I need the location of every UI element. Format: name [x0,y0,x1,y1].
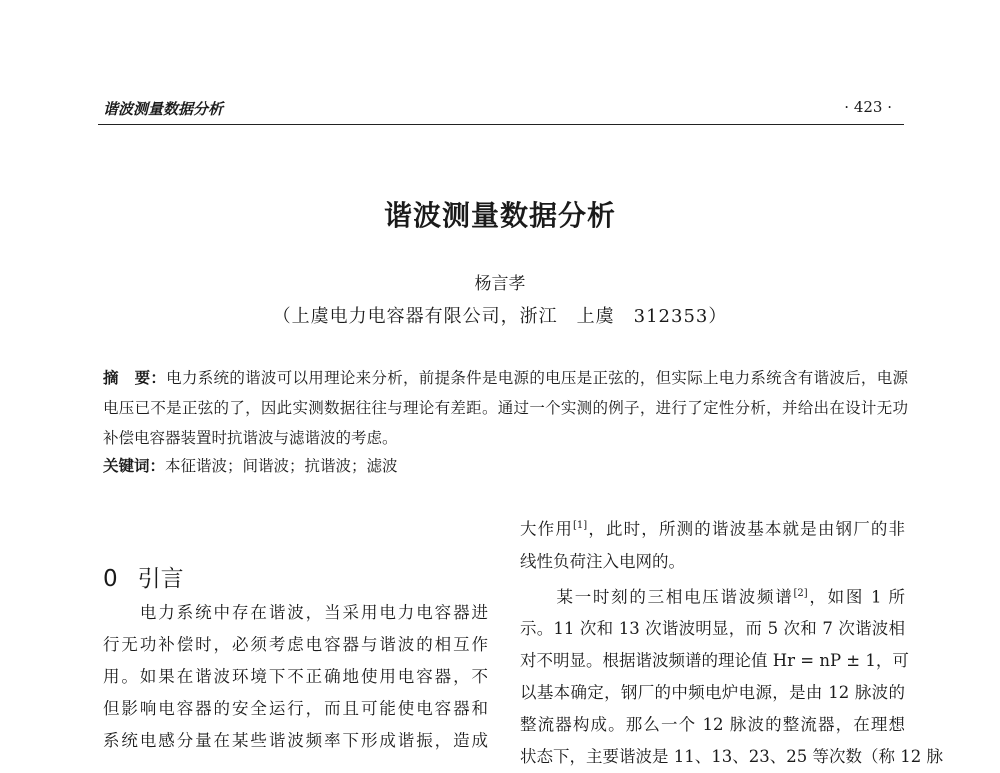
citation-ref: [2] [793,587,808,599]
body-line: 线性负荷注入电网的。 [520,551,685,571]
body-line: 行无功补偿时，必须考虑电容器与谐波的相互作 [103,635,488,654]
body-line: 对不明显。根据谐波频谱的理论值 Hr = nP ± 1，可 [520,651,909,670]
left-column [103,597,488,757]
text-fragment: 某一时刻的三相电压谐波频谱 [520,587,794,606]
keywords-label: 关键词： [103,457,166,475]
text-fragment: 大作用 [520,519,573,539]
article-title: 谐波测量数据分析 [383,199,616,232]
section-title: 引言 [137,566,184,592]
citation-ref: [1] [572,520,588,531]
text-fragment: ，此时，所测的谐波基本就是由钢厂的非 [587,519,906,539]
body-line [520,510,905,546]
abstract-line: 析，并给出在设计无功补偿电容器装置时抗谐波与滤谐波的考虑。 [103,399,908,447]
author-affiliation: （上虞电力电容器有限公司，浙江 上虞 312353） [272,306,728,327]
keywords-text: 本征谐波；间谐波；抗谐波；滤波 [165,457,398,475]
body-line: 整流器构成。那么一个 12 脉波的整流器，在理想 [520,715,905,734]
body-line [520,578,905,614]
keywords [103,454,398,476]
body-line: 但影响电容器的安全运行，而且可能使电容器和 [103,699,488,718]
abstract-line: 电力系统的谐波可以用理论来分析，前提条件是电源的电压是正弦的，但实际上电力系统含有谐 [166,369,830,387]
header-rule [98,124,904,125]
author-name: 杨言孝 [474,274,526,294]
page-number: · 423 · [844,98,892,116]
text-fragment: ，如图 1 所 [807,587,905,606]
running-title: 谐波测量数据分析 [103,100,224,118]
abstract-label: 摘 要： [103,369,167,387]
section-number: 0 [103,566,118,592]
body-line: 以基本确定，钢厂的中频电炉电源，是由 12 脉波的 [520,683,905,702]
body-line: 电力系统中存在谐波，当采用电力电容器进 [103,603,488,622]
section-heading [103,560,184,593]
abstract [103,363,908,453]
body-line: 系统电感分量在某些谐波频率下形成谐振，造成 [103,731,488,750]
body-line: 用。如果在谐波环境下不正确地使用电容器，不 [103,667,488,686]
body-line: 状态下，主要谐波是 11、13、23、25 等次数（称 12 脉 [520,747,943,766]
right-column [520,510,943,773]
abstract-line: 波后，电源电压已不是正弦的了，因此实测数据往往与理论有差距。通过一个实测的例子，进行了定性分 [103,369,908,417]
body-line: 示。11 次和 13 次谐波明显，而 5 次和 7 次谐波相 [520,619,905,638]
